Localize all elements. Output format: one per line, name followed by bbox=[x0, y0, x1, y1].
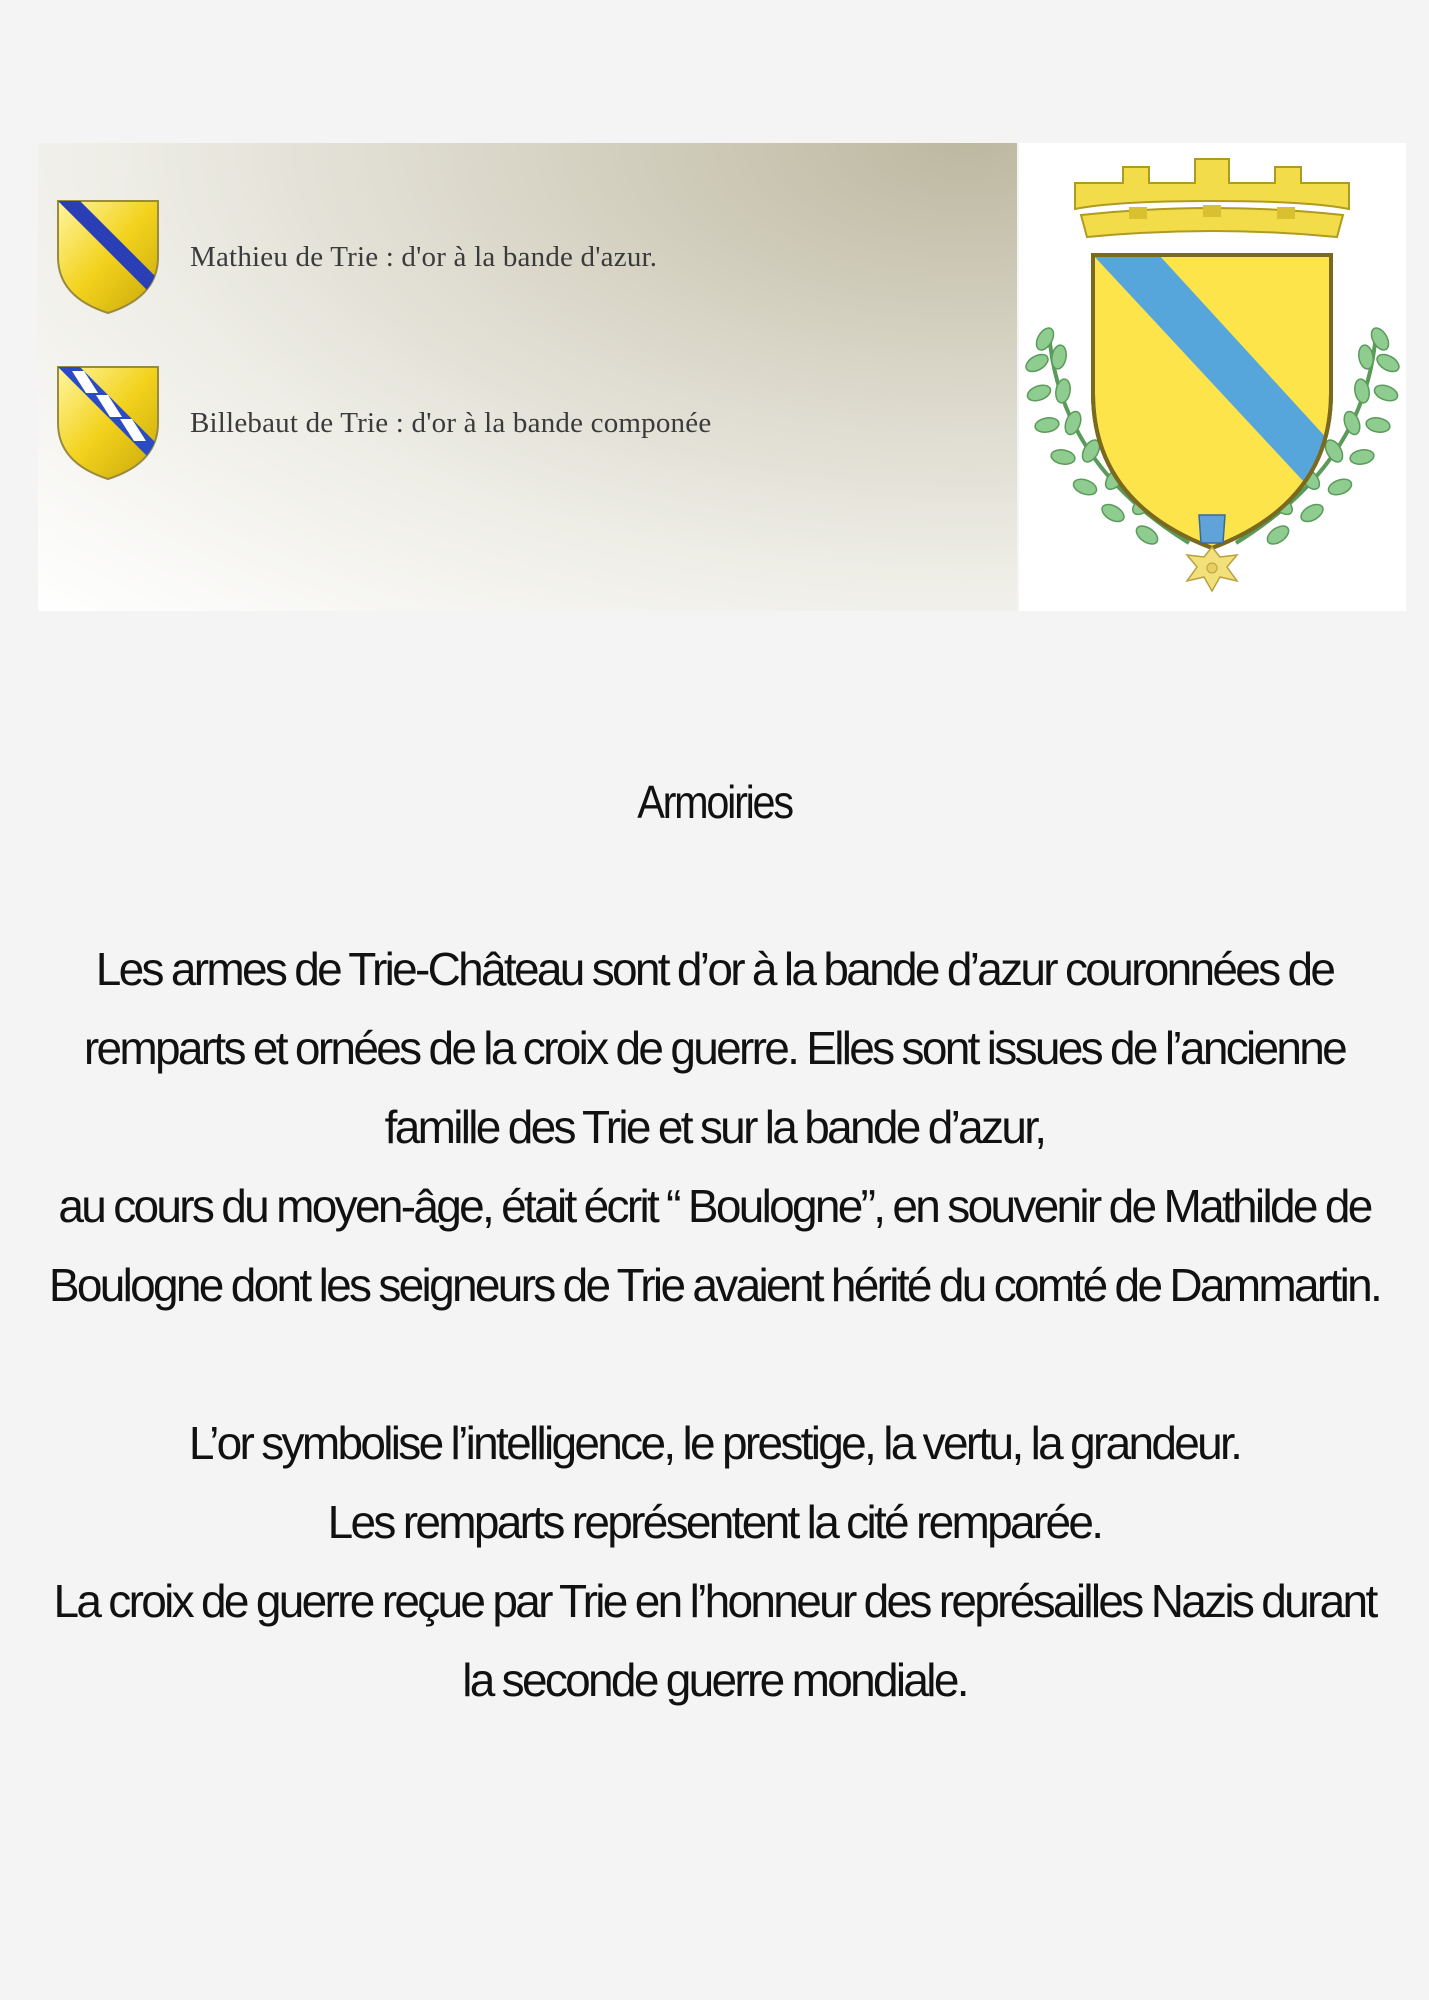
description-paragraph bbox=[40, 930, 1389, 1325]
text-line: famille des Trie et sur la bande d’azur, bbox=[384, 1101, 1045, 1153]
shield-bend-azure-icon bbox=[52, 195, 164, 319]
text-line: la seconde guerre mondiale. bbox=[462, 1654, 967, 1706]
shield-bend-compony-icon bbox=[52, 361, 164, 485]
text-line: au cours du moyen-âge, était écrit “ Boulogne”, en souvenir de Mathilde de bbox=[58, 1180, 1371, 1232]
trie-chateau-coat-of-arms-icon bbox=[1019, 143, 1406, 611]
text-line: Les armes de Trie-Château sont d’or à la bande d’azur couronnées de bbox=[95, 943, 1334, 995]
text-line: La croix de guerre reçue par Trie en l’honneur des représailles Nazis durant bbox=[53, 1575, 1376, 1627]
arms-label-billebaut: Billebaut de Trie : d'or à la bande componée bbox=[190, 406, 712, 439]
arms-label-mathieu: Mathieu de Trie : d'or à la bande d'azur. bbox=[190, 240, 658, 273]
mural-crown-icon bbox=[1075, 159, 1349, 237]
arms-row-mathieu bbox=[52, 195, 657, 319]
arms-row-billebaut bbox=[52, 361, 711, 485]
main-shield-icon bbox=[1093, 255, 1331, 548]
text-line: L’or symbolise l’intelligence, le prestige, la vertu, la grandeur. bbox=[188, 1417, 1241, 1469]
text-line: Boulogne dont les seigneurs de Trie avaient hérité du comté de Dammartin. bbox=[48, 1259, 1381, 1311]
page-title: Armoiries bbox=[637, 776, 792, 828]
crest-panel bbox=[1019, 143, 1406, 611]
symbolism-paragraph bbox=[40, 1404, 1389, 1720]
text-line: remparts et ornées de la croix de guerre. Elles sont issues de l’ancienne bbox=[83, 1022, 1346, 1074]
heraldry-banner bbox=[38, 143, 1017, 611]
text-line: Les remparts représentent la cité remparée. bbox=[327, 1496, 1102, 1548]
